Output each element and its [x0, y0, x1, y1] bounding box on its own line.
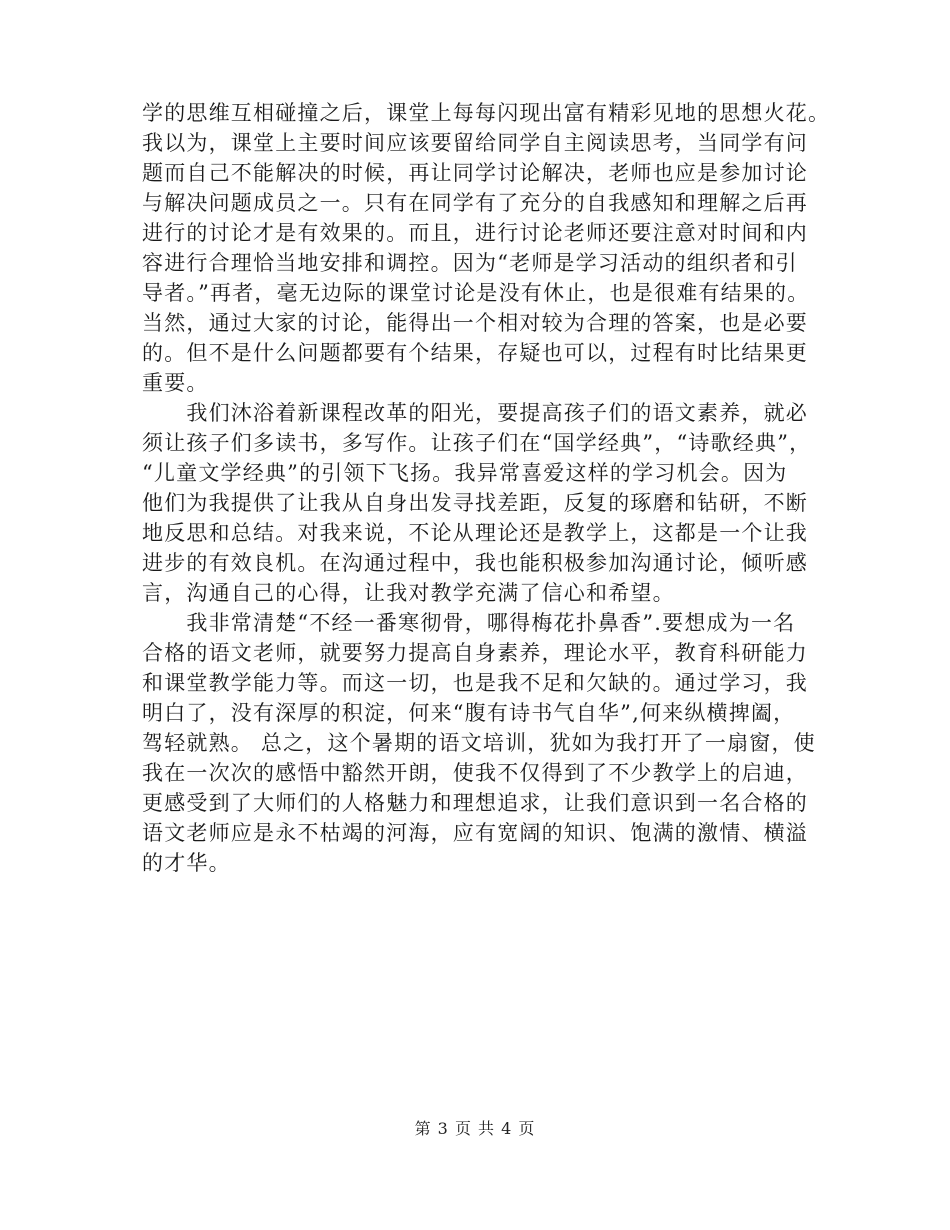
paragraph-3 — [142, 608, 816, 878]
text-line: “儿童文学经典”的引领下飞扬。我异常喜爱这样的学习机会。因为 — [142, 461, 788, 485]
text-line: 和课堂教学能力等。而这一切，也是我不足和欠缺的。通过学习，我 — [142, 671, 808, 695]
text-line: 题而自己不能解决的时候，再让同学讨论解决，老师也应是参加讨论 — [142, 161, 808, 185]
text-line: 进行的讨论才是有效果的。而且，进行讨论老师还要注意对时间和内 — [142, 221, 808, 245]
text-line: 的。但不是什么问题都要有个结果，存疑也可以，过程有时比结果更 — [142, 341, 808, 365]
text-line: 导者。”再者，毫无边际的课堂讨论是没有休止，也是很难有结果的。 — [142, 281, 810, 305]
paragraph-1 — [142, 98, 831, 398]
text-line: 我非常清楚“不经一番寒彻骨，哪得梅花扑鼻香”.要想成为一名 — [142, 611, 796, 635]
paragraph-2 — [142, 398, 810, 608]
text-line: 地反思和总结。对我来说，不论从理论还是教学上，这都是一个让我 — [142, 521, 808, 545]
page-number-footer: 第 3 页 共 4 页 — [414, 1119, 536, 1138]
text-line: 我们沐浴着新课程改革的阳光，要提高孩子们的语文素养，就必 — [142, 401, 808, 425]
text-line: 合格的语文老师，就要努力提高自身素养，理论水平，教育科研能力 — [142, 641, 808, 665]
text-line: 他们为我提供了让我从自身出发寻找差距，反复的琢磨和钻研，不断 — [142, 491, 808, 515]
document-body — [142, 98, 831, 878]
text-line: 我在一次次的感悟中豁然开朗，使我不仅得到了不少教学上的启迪， — [142, 761, 808, 785]
text-line: 的才华。 — [142, 851, 231, 875]
text-line: 与解决问题成员之一。只有在同学有了充分的自我感知和理解之后再 — [142, 191, 808, 215]
text-line: 驾轻就熟。 总之，这个暑期的语文培训，犹如为我打开了一扇窗，使 — [142, 731, 816, 755]
text-line: 言，沟通自己的心得，让我对教学充满了信心和希望。 — [142, 581, 675, 605]
text-line: 语文老师应是永不枯竭的河海，应有宽阔的知识、饱满的激情、横溢 — [142, 821, 808, 845]
text-line: 更感受到了大师们的人格魅力和理想追求，让我们意识到一名合格的 — [142, 791, 808, 815]
text-line: 重要。 — [142, 371, 209, 395]
text-line: 当然，通过大家的讨论，能得出一个相对较为合理的答案，也是必要 — [142, 311, 808, 335]
text-line: 明白了，没有深厚的积淀，何来“腹有诗书气自华”,何来纵横捭阖， — [142, 701, 796, 725]
text-line: 容进行合理恰当地安排和调控。因为“老师是学习活动的组织者和引 — [142, 251, 798, 275]
text-line: 须让孩子们多读书，多写作。让孩子们在“国学经典”，“诗歌经典”， — [142, 431, 812, 455]
text-line: 进步的有效良机。在沟通过程中，我也能积极参加沟通讨论，倾听感 — [142, 551, 808, 575]
text-line: 我以为，课堂上主要时间应该要留给同学自主阅读思考，当同学有问 — [142, 131, 808, 155]
text-line: 学的思维互相碰撞之后，课堂上每每闪现出富有精彩见地的思想火花。 — [142, 101, 831, 125]
